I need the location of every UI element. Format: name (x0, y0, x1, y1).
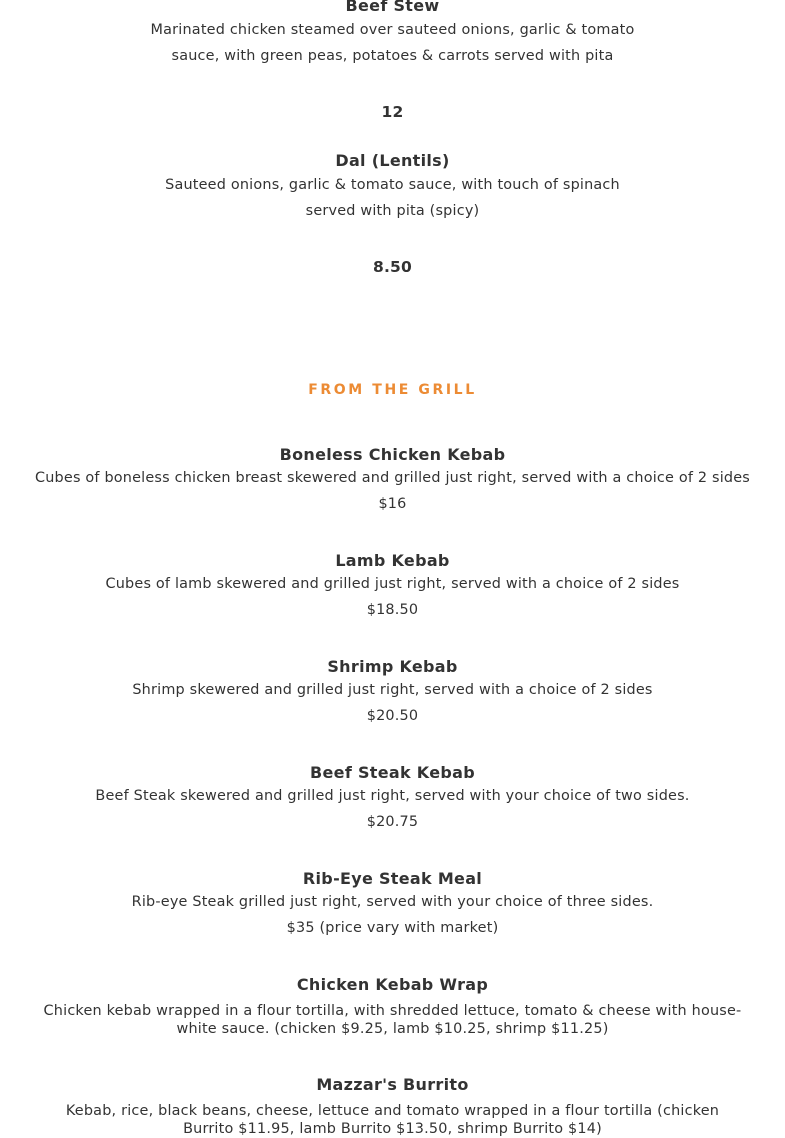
menu-item-price: $35 (price vary with market) (286, 920, 499, 936)
menu-item-name: Rib-Eye Steak Meal (302, 869, 483, 888)
menu-item-name: Shrimp Kebab (327, 657, 458, 676)
menu-item-name: Mazzar's Burrito (316, 1075, 469, 1094)
menu-item-price: $20.50 (366, 708, 419, 724)
menu-item-price: 12 (381, 103, 404, 121)
menu-item-price: $20.75 (366, 814, 419, 830)
menu-item-description: Cubes of boneless chicken breast skewered and grilled just right, served with a choice of 2 sides (34, 470, 751, 486)
menu-item-chicken-kebab-wrap (40, 975, 745, 1038)
description-line: served with pita (spicy) (305, 203, 480, 219)
menu-item-description: Chicken kebab wrapped in a flour tortilla, with shredded lettuce, tomato & cheese with house-white sauce. (chicken $9.25, lamb $10.25, shrimp $11.25) (43, 1003, 742, 1037)
menu-item-beef-stew (30, 0, 755, 16)
menu-item-description: Cubes of lamb skewered and grilled just right, served with a choice of 2 sides (105, 576, 680, 592)
menu-item-price: $18.50 (366, 602, 419, 618)
menu-item-description: Kebab, rice, black beans, cheese, lettuce and tomato wrapped in a flour tortilla (chicken Burrito $11.95, lamb Burrito $13.50, shrimp Burrito $14) (65, 1103, 720, 1137)
menu-item-name: Boneless Chicken Kebab (279, 445, 506, 464)
description-line: sauce, with green peas, potatoes & carrots served with pita (171, 48, 614, 64)
menu-item-description: Shrimp skewered and grilled just right, served with a choice of 2 sides (132, 682, 653, 698)
menu-item-dal (30, 151, 755, 171)
menu-item-beef-steak-kebab (30, 763, 755, 835)
menu-item-description: Beef Steak skewered and grilled just right, served with your choice of two sides. (95, 788, 690, 804)
menu-item-name: Lamb Kebab (335, 551, 450, 570)
menu-item-description (30, 17, 755, 69)
menu-item-description: Rib-eye Steak grilled just right, served with your choice of three sides. (131, 894, 654, 910)
menu-item-name: Beef Steak Kebab (310, 763, 475, 782)
menu-item-name: Chicken Kebab Wrap (296, 975, 489, 994)
description-line: Sauteed onions, garlic & tomato sauce, with touch of spinach (165, 177, 620, 193)
menu-item-name: Dal (Lentils) (335, 151, 450, 170)
menu-item-price: 8.50 (372, 258, 413, 276)
menu-item-name: Beef Stew (345, 0, 440, 15)
menu-item-lamb-kebab (30, 551, 755, 623)
menu-item-mazzars-burrito (40, 1075, 745, 1138)
menu-item-shrimp-kebab (30, 657, 755, 729)
menu-item-rib-eye-steak-meal (30, 869, 755, 941)
menu-item-price: $16 (378, 496, 407, 512)
description-line: Marinated chicken steamed over sauteed onions, garlic & tomato (150, 22, 635, 38)
menu-item-description (30, 172, 755, 224)
section-heading: FROM THE GRILL (308, 382, 477, 398)
menu-item-boneless-chicken-kebab (30, 445, 755, 517)
